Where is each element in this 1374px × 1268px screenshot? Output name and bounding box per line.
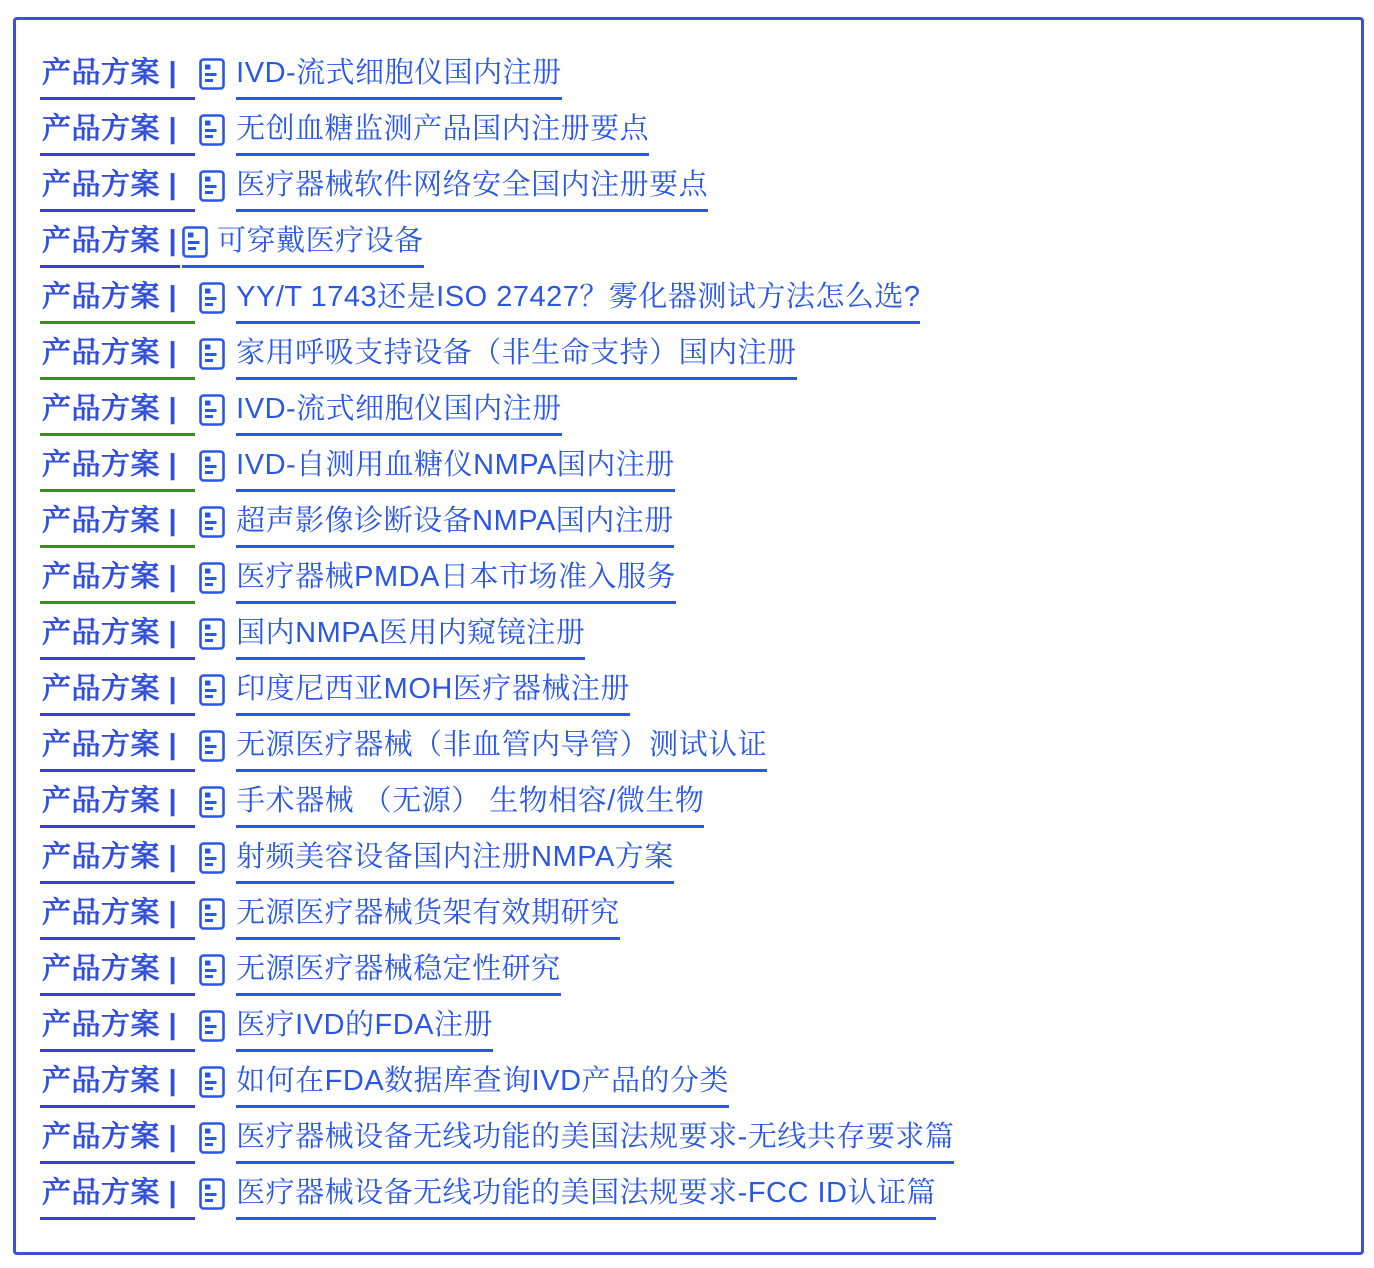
category-label: 产品方案 |	[40, 393, 195, 436]
category-label: 产品方案 |	[40, 281, 195, 324]
solution-link[interactable]	[199, 785, 704, 828]
category-label: 产品方案 |	[40, 561, 195, 604]
list-item	[40, 169, 1337, 212]
solution-link[interactable]	[199, 505, 674, 548]
solution-link-label: YY/T 1743还是ISO 27427？雾化器测试方法怎么选?	[236, 281, 920, 324]
solution-link-label: 可穿戴医疗设备	[217, 225, 424, 257]
article-icon	[199, 114, 225, 146]
solution-link[interactable]	[199, 57, 562, 100]
category-label: 产品方案 |	[40, 169, 195, 212]
solution-link-label: 医疗器械设备无线功能的美国法规要求-无线共存要求篇	[236, 1121, 954, 1164]
list-item	[40, 1121, 1337, 1164]
solution-link-label: 医疗器械软件网络安全国内注册要点	[236, 169, 708, 212]
solution-link-label: 手术器械 （无源） 生物相容/微生物	[236, 785, 704, 828]
content-frame	[13, 17, 1364, 1255]
solution-link-label: 医疗器械PMDA日本市场准入服务	[236, 561, 676, 604]
category-label: 产品方案 |	[40, 449, 195, 492]
solution-link[interactable]	[182, 225, 424, 268]
category-label: 产品方案 |	[40, 337, 195, 380]
solution-link-label: 射频美容设备国内注册NMPA方案	[236, 841, 674, 884]
solution-link-label: 印度尼西亚MOH医疗器械注册	[236, 673, 630, 716]
solution-link[interactable]	[199, 1121, 954, 1164]
list-item	[40, 337, 1337, 380]
list-item	[40, 281, 1337, 324]
solution-link-label: 医疗IVD的FDA注册	[236, 1009, 493, 1052]
list-item	[40, 673, 1337, 716]
solution-link[interactable]	[199, 1177, 936, 1220]
category-label: 产品方案 |	[40, 953, 195, 996]
category-label: 产品方案 |	[40, 785, 195, 828]
solution-link[interactable]	[199, 1009, 493, 1052]
list-item	[40, 393, 1337, 436]
solution-link[interactable]	[199, 953, 561, 996]
category-label: 产品方案 |	[40, 1121, 195, 1164]
list-item	[40, 225, 1337, 268]
category-label: 产品方案 |	[40, 505, 195, 548]
article-icon	[199, 730, 225, 762]
solution-link-label: 无创血糖监测产品国内注册要点	[236, 113, 649, 156]
article-icon	[199, 618, 225, 650]
list-item	[40, 1065, 1337, 1108]
solution-link-label: 家用呼吸支持设备（非生命支持）国内注册	[236, 337, 797, 380]
article-icon	[199, 674, 225, 706]
category-label: 产品方案 |	[40, 225, 180, 268]
solution-link[interactable]	[199, 897, 620, 940]
article-icon	[199, 1010, 225, 1042]
list-item	[40, 449, 1337, 492]
solution-link[interactable]	[199, 393, 562, 436]
category-label: 产品方案 |	[40, 673, 195, 716]
list-item	[40, 57, 1337, 100]
category-label: 产品方案 |	[40, 841, 195, 884]
article-icon	[182, 226, 208, 258]
solution-list	[40, 57, 1337, 1220]
article-icon	[199, 954, 225, 986]
article-icon	[199, 1122, 225, 1154]
list-item	[40, 729, 1337, 772]
article-icon	[199, 450, 225, 482]
article-icon	[199, 842, 225, 874]
list-item	[40, 785, 1337, 828]
article-icon	[199, 1066, 225, 1098]
solution-link[interactable]	[199, 449, 675, 492]
solution-link[interactable]	[199, 113, 649, 156]
category-label: 产品方案 |	[40, 729, 195, 772]
list-item	[40, 1177, 1337, 1220]
list-item	[40, 505, 1337, 548]
article-icon	[199, 394, 225, 426]
article-icon	[199, 58, 225, 90]
category-label: 产品方案 |	[40, 617, 195, 660]
category-label: 产品方案 |	[40, 1177, 195, 1220]
solution-link-label: IVD-流式细胞仪国内注册	[236, 393, 562, 436]
solution-link[interactable]	[199, 1065, 729, 1108]
solution-link-label: 无源医疗器械稳定性研究	[236, 953, 561, 996]
article-icon	[199, 506, 225, 538]
solution-link[interactable]	[199, 617, 585, 660]
solution-link[interactable]	[199, 561, 676, 604]
solution-link-label: 医疗器械设备无线功能的美国法规要求-FCC ID认证篇	[236, 1177, 936, 1220]
category-label: 产品方案 |	[40, 57, 195, 100]
solution-link-label: 无源医疗器械货架有效期研究	[236, 897, 620, 940]
list-item	[40, 897, 1337, 940]
solution-link-label: 国内NMPA医用内窥镜注册	[236, 617, 585, 660]
solution-link-label: IVD-自测用血糖仪NMPA国内注册	[236, 449, 675, 492]
article-icon	[199, 786, 225, 818]
list-item	[40, 617, 1337, 660]
list-item	[40, 841, 1337, 884]
category-label: 产品方案 |	[40, 1065, 195, 1108]
solution-link[interactable]	[199, 169, 708, 212]
article-icon	[199, 898, 225, 930]
list-item	[40, 561, 1337, 604]
category-label: 产品方案 |	[40, 897, 195, 940]
list-item	[40, 1009, 1337, 1052]
solution-link-label: 如何在FDA数据库查询IVD产品的分类	[236, 1065, 729, 1108]
category-label: 产品方案 |	[40, 113, 195, 156]
solution-link-label: 超声影像诊断设备NMPA国内注册	[236, 505, 674, 548]
solution-link[interactable]	[199, 281, 920, 324]
solution-link[interactable]	[199, 673, 630, 716]
solution-link-label: IVD-流式细胞仪国内注册	[236, 57, 562, 100]
category-label: 产品方案 |	[40, 1009, 195, 1052]
article-icon	[199, 282, 225, 314]
list-item	[40, 113, 1337, 156]
solution-link[interactable]	[199, 337, 797, 380]
article-icon	[199, 562, 225, 594]
solution-link[interactable]	[199, 841, 674, 884]
article-icon	[199, 170, 225, 202]
solution-link-label: 无源医疗器械（非血管内导管）测试认证	[236, 729, 767, 772]
article-icon	[199, 338, 225, 370]
solution-link[interactable]	[199, 729, 767, 772]
article-icon	[199, 1178, 225, 1210]
list-item	[40, 953, 1337, 996]
